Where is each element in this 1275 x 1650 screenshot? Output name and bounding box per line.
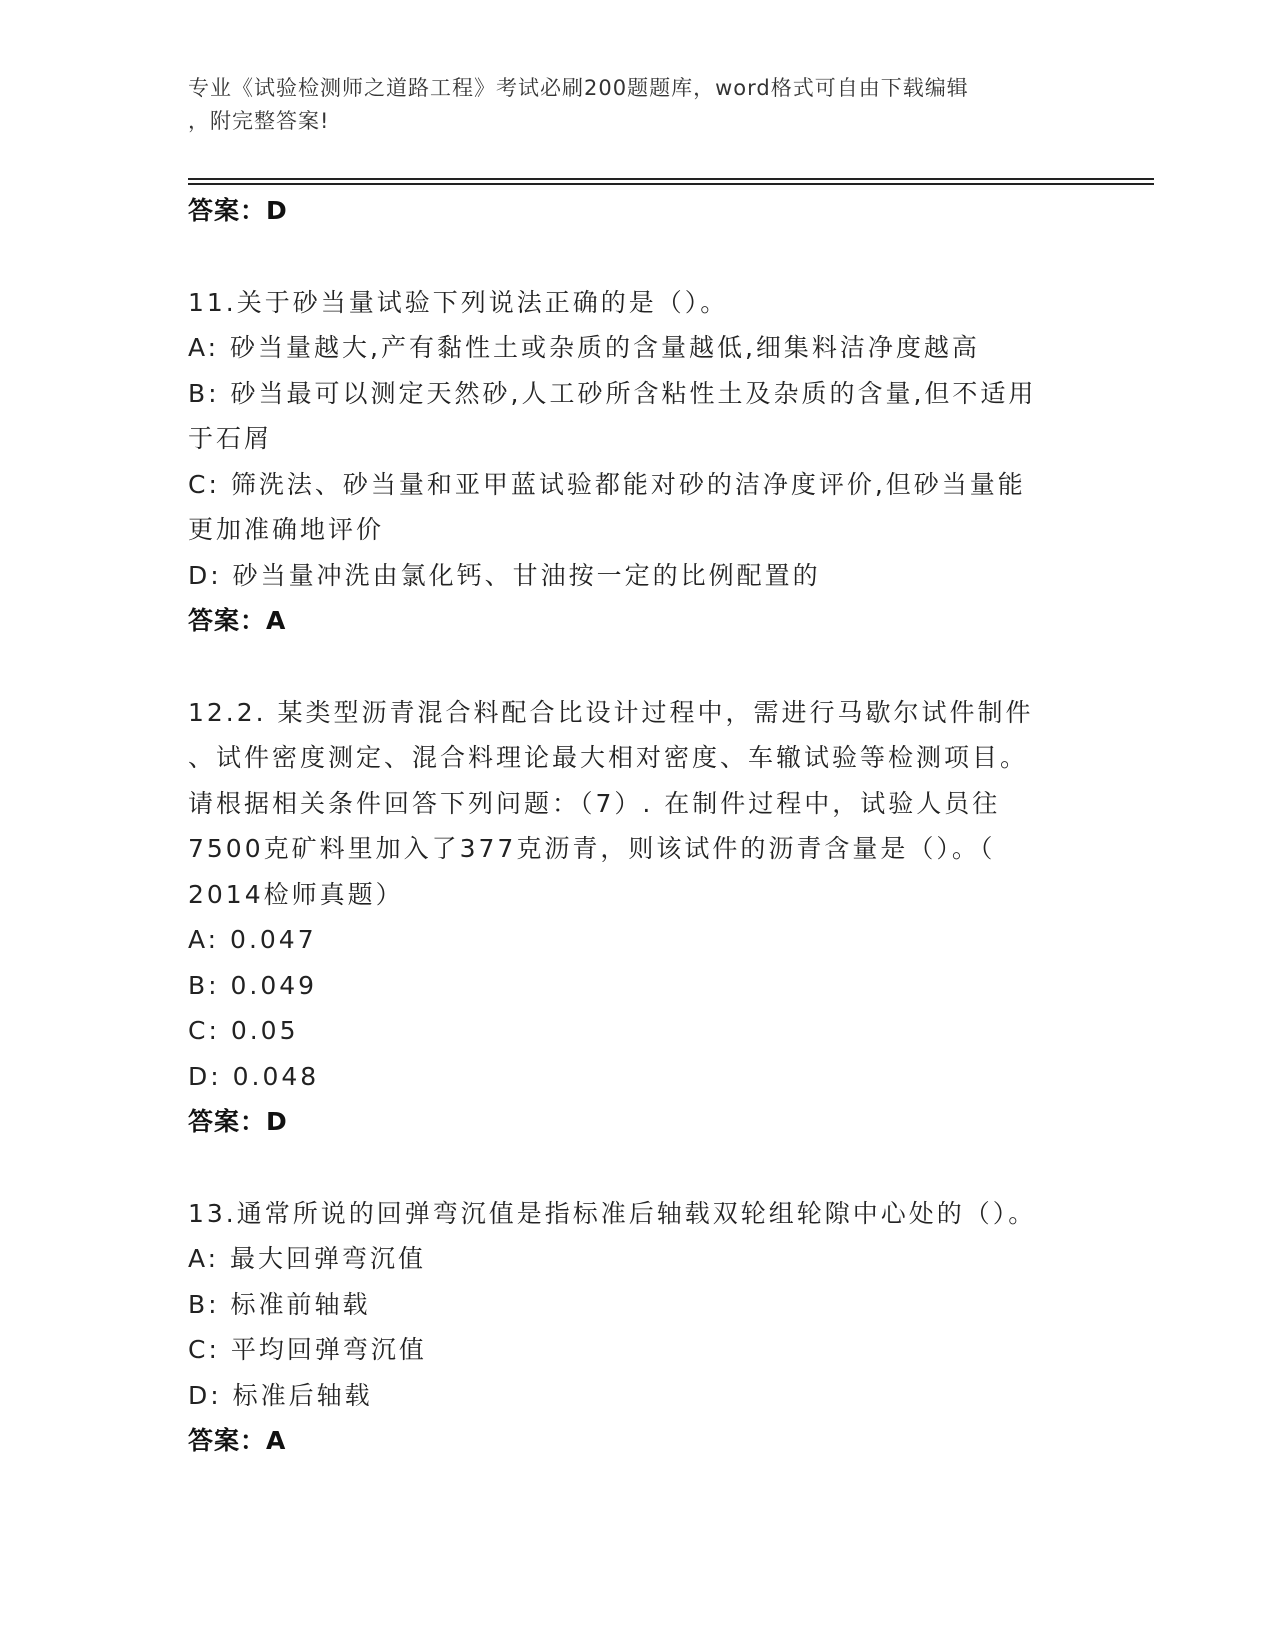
question-stem: 13.通常所说的回弹弯沉值是指标准后轴载双轮组轮隙中心处的（）。 (188, 1198, 1037, 1228)
option-b: B: 0.049 (188, 970, 318, 1000)
question-stem-continuation: 请根据相关条件回答下列问题：（7）. 在制件过程中，试验人员往 (188, 788, 1001, 818)
option-b-continuation: 于石屑 (188, 424, 273, 453)
option-a: A: 0.047 (188, 925, 317, 954)
option-d: D: 标准后轴载 (188, 1380, 373, 1410)
option-c-continuation: 更加准确地评价 (188, 515, 385, 544)
question-item (188, 280, 1088, 644)
question-item (188, 690, 1088, 1145)
option-d: D: 0.048 (188, 1061, 320, 1091)
option-c: C: 平均回弹弯沉值 (188, 1335, 427, 1364)
question-stem: 12.2. 某类型沥青混合料配合比设计过程中，需进行马歇尔试件制件 (188, 697, 1034, 727)
header-divider-top (188, 178, 1154, 180)
header-title-continuation: ，附完整答案! (188, 109, 330, 133)
header-title-line: 专业《试验检测师之道路工程》考试必刷200题题库，word格式可自由下载编辑 (188, 76, 969, 100)
option-d: D: 砂当量冲洗由氯化钙、甘油按一定的比例配置的 (188, 560, 821, 590)
question-content (188, 188, 1088, 1464)
question-item (188, 1191, 1088, 1464)
option-a: A: 最大回弹弯沉值 (188, 1244, 427, 1273)
option-b: B: 砂当最可以测定天然砂,人工砂所含粘性土及杂质的含量,但不适用 (188, 378, 1037, 408)
answer-line: 答案：A (188, 606, 287, 635)
option-b: B: 标准前轴载 (188, 1289, 371, 1319)
option-a: A: 砂当量越大,产有黏性土或杂质的含量越低,细集料洁净度越高 (188, 333, 980, 362)
header-divider-bottom (188, 183, 1154, 185)
question-stem-continuation: 7500克矿料里加入了377克沥青，则该试件的沥青含量是（）。（ (188, 834, 996, 863)
option-c: C: 0.05 (188, 1016, 299, 1045)
question-stem-continuation: 2014检师真题） (188, 879, 404, 909)
question-spacer (188, 234, 1088, 280)
answer-line: 答案：A (188, 1426, 287, 1455)
question-spacer (188, 644, 1088, 690)
question-spacer (188, 1145, 1088, 1191)
question-stem-continuation: 、试件密度测定、混合料理论最大相对密度、车辙试验等检测项目。 (188, 743, 1029, 772)
answer-line: 答案：D (188, 196, 288, 225)
option-c: C: 筛洗法、砂当量和亚甲蓝试验都能对砂的洁净度评价,但砂当量能 (188, 469, 1026, 499)
answer-line: 答案：D (188, 1107, 288, 1136)
document-header (188, 72, 1088, 138)
question-stem: 11.关于砂当量试验下列说法正确的是（）。 (188, 287, 729, 317)
